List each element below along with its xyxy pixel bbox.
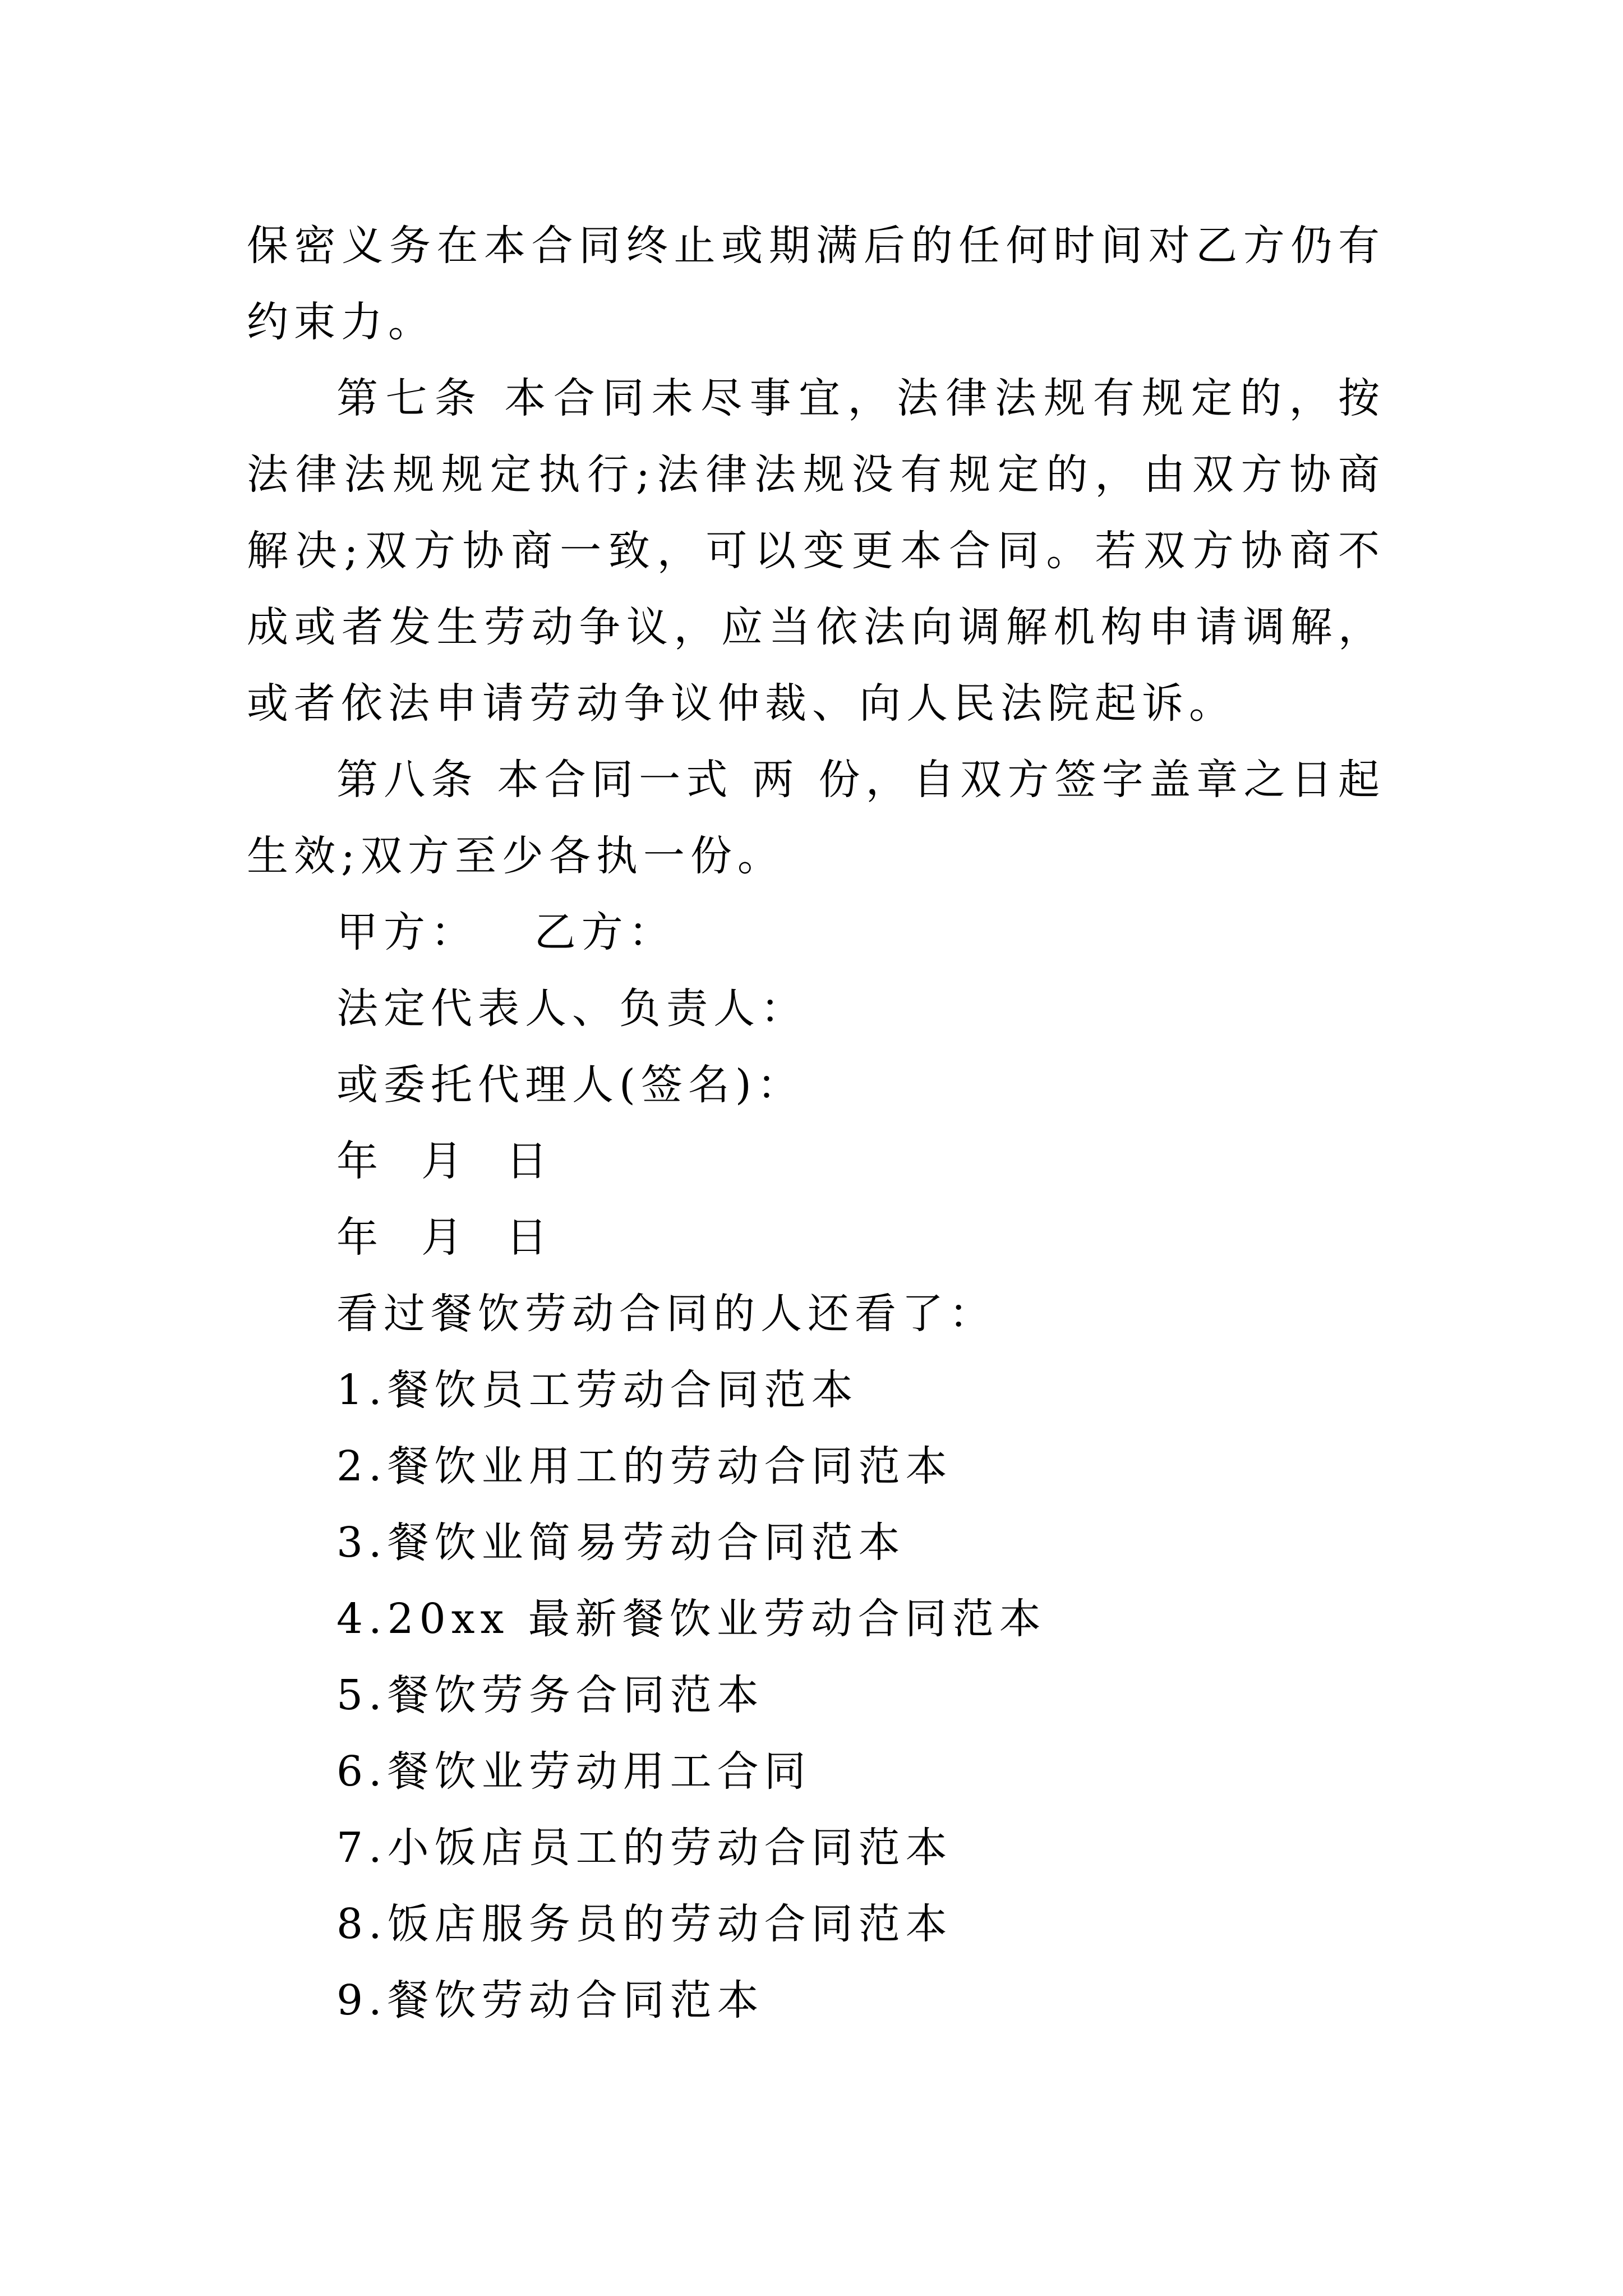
related-link[interactable]: 4.20xx 最新餐饮业劳动合同范本 — [336, 1595, 1046, 1643]
signature-parties: 甲方： 乙方： — [336, 908, 676, 956]
related-link[interactable]: 7.小饭店员工的劳动合同范本 — [336, 1824, 953, 1872]
signature-representative: 法定代表人、负责人： — [336, 984, 808, 1033]
related-link[interactable]: 3.餐饮业简易劳动合同范本 — [336, 1519, 906, 1567]
related-link[interactable]: 1.餐饮员工劳动合同范本 — [336, 1366, 859, 1414]
related-link[interactable]: 9.餐饮劳动合同范本 — [336, 1976, 764, 2024]
article-8-paragraph: 第八条 本合同一式 两 份，自双方签字盖章之日起生效;双方至少各执一份。 — [247, 756, 1385, 880]
related-section — [247, 1276, 1385, 2039]
signature-agent: 或委托代理人(签名)： — [336, 1061, 804, 1109]
related-link[interactable]: 2.餐饮业用工的劳动合同范本 — [336, 1442, 953, 1490]
related-link[interactable]: 5.餐饮劳务合同范本 — [336, 1671, 764, 1719]
signature-date: 年 月 日 — [336, 1213, 554, 1262]
signature-date: 年 月 日 — [336, 1137, 554, 1185]
related-link[interactable]: 8.饭店服务员的劳动合同范本 — [336, 1900, 953, 1948]
related-title: 看过餐饮劳动合同的人还看了： — [336, 1290, 996, 1338]
related-link[interactable]: 6.餐饮业劳动用工合同 — [336, 1747, 811, 1796]
article-7-paragraph: 第七条 本合同未尽事宜，法律法规有规定的，按法律法规规定执行;法律法规没有规定的，由双方协商解决;双方协商一致，可以变更本合同。若双方协商不成或者发生劳动争议，应当依法向调解机构申请调解，或者依法申请劳动争议仲裁、向人民法院起诉。 — [247, 374, 1385, 728]
related-list — [247, 1352, 1385, 2039]
paragraph-continuation: 保密义务在本合同终止或期满后的任何时间对乙方仍有约束力。 — [247, 222, 1385, 346]
signature-block — [247, 894, 1385, 1276]
document-body — [247, 208, 1385, 2039]
